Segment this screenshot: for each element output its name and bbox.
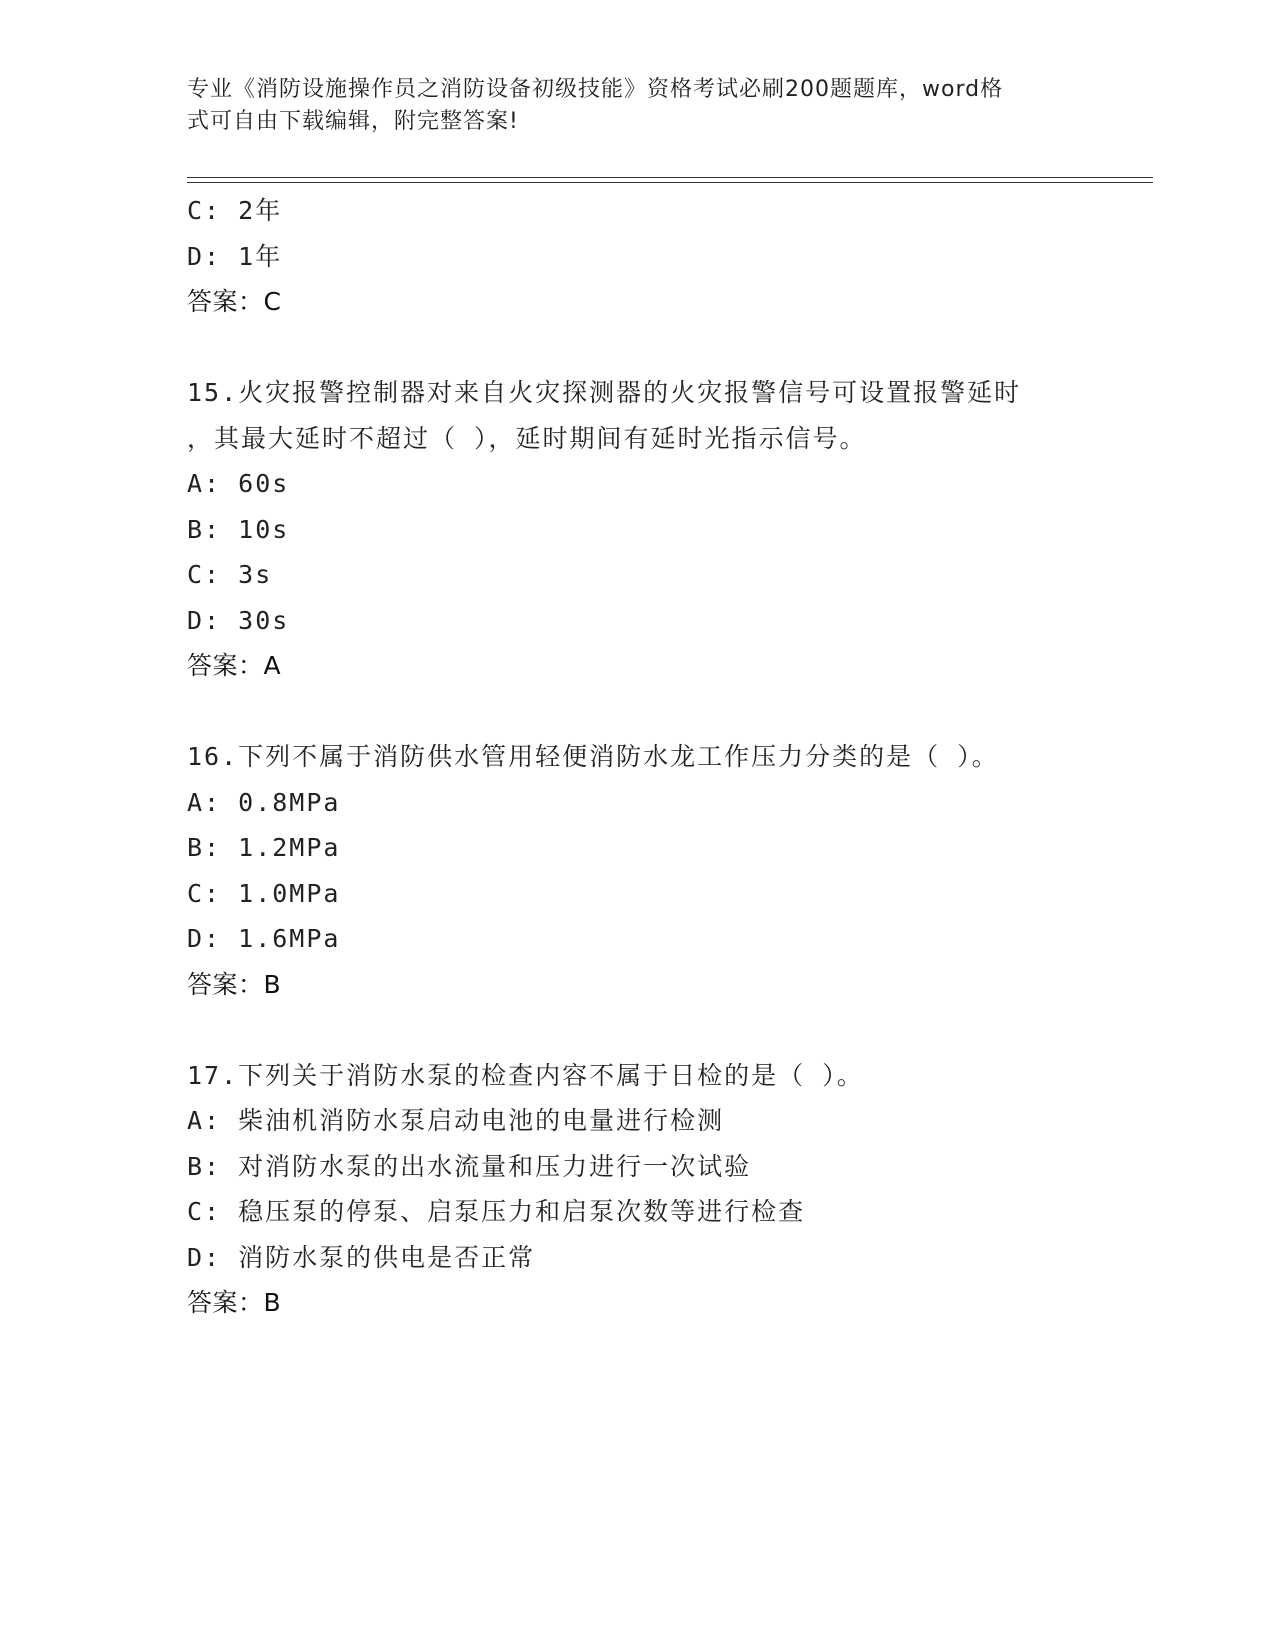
- question-17: [187, 1053, 1137, 1326]
- option-c: C: 2年: [187, 196, 283, 225]
- answer: 答案：A: [187, 651, 282, 680]
- header-line-1: 专业《消防设施操作员之消防设备初级技能》资格考试必刷200题题库，word格: [187, 77, 1004, 102]
- question-list: [187, 188, 1137, 1326]
- answer: 答案：C: [187, 287, 282, 316]
- header-divider-bottom: [187, 182, 1153, 183]
- question-stem: 16.下列不属于消防供水管用轻便消防水龙工作压力分类的是（ ）。: [187, 742, 999, 771]
- option-c: C: 1.0MPa: [187, 878, 341, 908]
- option-a: A: 0.8MPa: [187, 787, 341, 817]
- header-divider-top: [187, 177, 1153, 178]
- option-d: D: 1年: [187, 241, 283, 271]
- option-b: B: 1.2MPa: [187, 833, 341, 862]
- header-line-2: 式可自由下载编辑，附完整答案!: [187, 109, 519, 134]
- option-b: B: 对消防水泵的出水流量和压力进行一次试验: [187, 1151, 752, 1181]
- option-d: D: 消防水泵的供电是否正常: [187, 1242, 536, 1272]
- answer: 答案：B: [187, 1288, 282, 1317]
- question-stem: 17.下列关于消防水泵的检查内容不属于日检的是（ ）。: [187, 1060, 864, 1090]
- option-c: C: 稳压泵的停泵、启泵压力和启泵次数等进行检查: [187, 1197, 806, 1226]
- question-16: [187, 734, 1137, 1007]
- spacer: [187, 1007, 1137, 1053]
- spacer: [187, 325, 1137, 371]
- option-a: A: 60s: [187, 469, 290, 498]
- option-b: B: 10s: [187, 514, 290, 544]
- question-15: [187, 370, 1137, 689]
- question-stem: 15.火灾报警控制器对来自火灾探测器的火灾报警信号可设置报警延时: [187, 378, 1022, 407]
- option-d: D: 1.6MPa: [187, 924, 341, 953]
- option-d: D: 30s: [187, 605, 290, 635]
- question-stem-continued: ，其最大延时不超过（ ），延时期间有延时光指示信号。: [187, 423, 867, 453]
- document-header: [187, 74, 1067, 138]
- question-14-continued: [187, 188, 1137, 325]
- option-a: A: 柴油机消防水泵启动电池的电量进行检测: [187, 1106, 725, 1135]
- spacer: [187, 689, 1137, 735]
- option-c: C: 3s: [187, 560, 273, 589]
- answer: 答案：B: [187, 969, 282, 999]
